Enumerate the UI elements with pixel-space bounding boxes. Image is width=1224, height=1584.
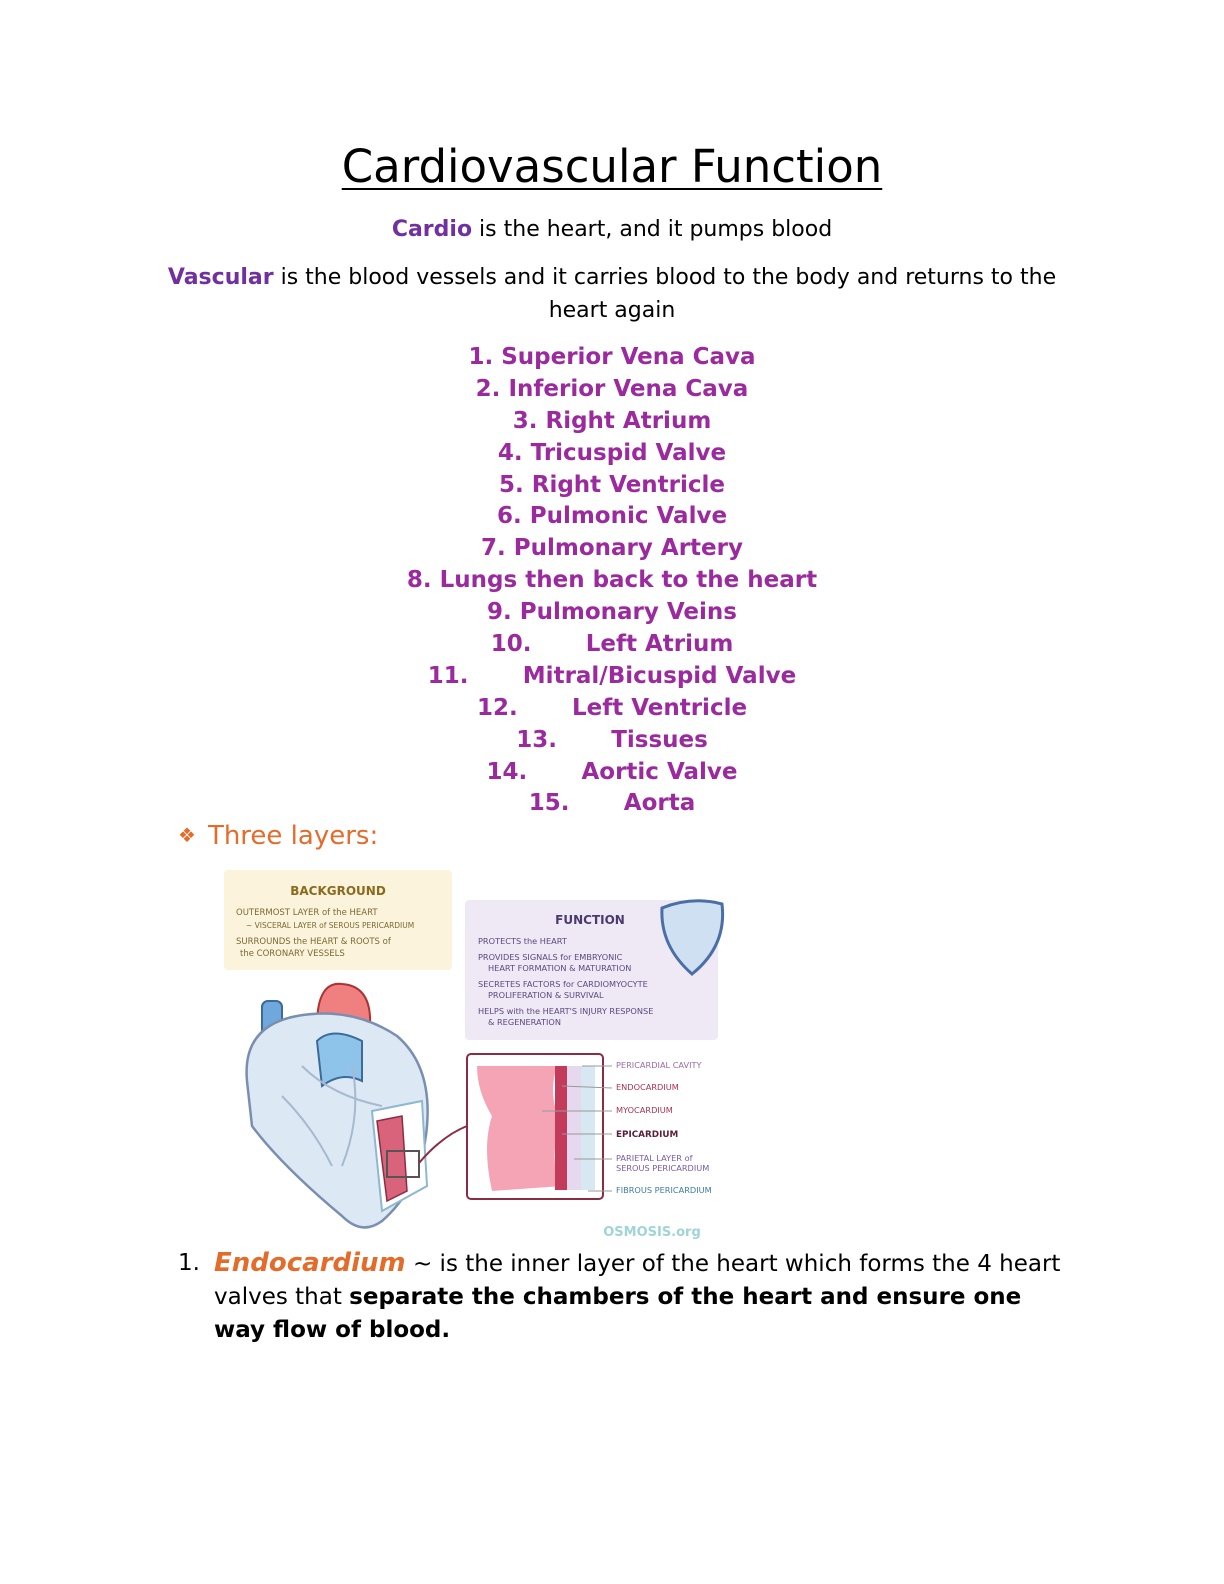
vascular-definition — [140, 261, 1084, 327]
function-item: HEART FORMATION & MATURATION — [488, 963, 632, 973]
list-item: 3. Right Atrium — [512, 407, 712, 434]
function-item: PROLIFERATION & SURVIVAL — [488, 990, 604, 1000]
list-item: 9. Pulmonary Veins — [487, 599, 737, 626]
vascular-text: is the blood vessels and it carries blood to the body and returns to the heart again — [273, 265, 1057, 323]
fibrous-band — [581, 1066, 595, 1190]
document-title: Cardiovascular Function — [341, 140, 883, 193]
list-number: 1. — [178, 1250, 200, 1276]
list-item: 14. Aortic Valve — [486, 758, 738, 785]
list-item: 2. Inferior Vena Cava — [475, 375, 749, 402]
background-item: OUTERMOST LAYER of the HEART — [236, 908, 378, 918]
function-item: & REGENERATION — [488, 1017, 561, 1027]
label-fibrous-pericardium: FIBROUS PERICARDIUM — [616, 1185, 712, 1195]
pericardial-band — [567, 1066, 581, 1190]
background-item: the CORONARY VESSELS — [240, 949, 345, 959]
heart-layers-figure — [222, 866, 742, 1246]
endocardium-definition — [178, 1247, 1078, 1347]
label-pericardial-cavity: PERICARDIAL CAVITY — [616, 1060, 702, 1070]
background-title: BACKGROUND — [290, 884, 386, 898]
function-item: PROVIDES SIGNALS for EMBRYONIC — [478, 952, 623, 962]
list-item: 7. Pulmonary Artery — [481, 535, 743, 562]
label-endocardium: ENDOCARDIUM — [616, 1082, 679, 1092]
myocardium-tissue — [477, 1066, 562, 1191]
function-item: SECRETES FACTORS for CARDIOMYOCYTE — [478, 979, 648, 989]
list-item: 6. Pulmonic Valve — [496, 503, 728, 530]
background-item: ~ VISCERAL LAYER of SEROUS PERICARDIUM — [246, 921, 415, 930]
function-title: FUNCTION — [555, 913, 625, 927]
list-item: 5. Right Ventricle — [498, 471, 726, 498]
list-item: 11. Mitral/Bicuspid Valve — [427, 662, 797, 689]
list-item: 13. Tissues — [516, 726, 708, 753]
list-item: 8. Lungs then back to the heart — [406, 567, 818, 594]
endocardium-text: ~ is the inner layer of the heart which forms the 4 heart valves that — [214, 1251, 1061, 1310]
heart-illustration — [247, 984, 467, 1228]
list-item: 1. Superior Vena Cava — [468, 344, 756, 370]
label-parietal-layer: PARIETAL LAYER of — [616, 1153, 693, 1163]
blood-flow-steps — [0, 342, 1224, 820]
function-item: HELPS with the HEART'S INJURY RESPONSE — [478, 1006, 654, 1016]
endocardium-term: Endocardium — [214, 1248, 406, 1278]
osmosis-watermark: OSMOSIS.org — [603, 1225, 701, 1240]
function-item: PROTECTS the HEART — [478, 936, 567, 946]
heart-layers-illustration — [222, 866, 742, 1246]
list-item: 10. Left Atrium — [490, 631, 734, 658]
vascular-term: Vascular — [167, 265, 274, 290]
list-body — [214, 1247, 1078, 1347]
label-epicardium: EPICARDIUM — [616, 1130, 679, 1140]
list-item: 12. Left Ventricle — [476, 694, 748, 721]
cardio-definition — [140, 213, 1084, 246]
background-item: SURROUNDS the HEART & ROOTS of — [236, 937, 391, 947]
label-myocardium: MYOCARDIUM — [616, 1105, 673, 1115]
cardio-text: is the heart, and it pumps blood — [472, 217, 833, 242]
label-serous-pericardium: SEROUS PERICARDIUM — [616, 1163, 710, 1173]
endocardium-bold-text: separate the chambers of the heart and ensure one way flow of blood. — [214, 1284, 1022, 1343]
cardio-term: Cardio — [391, 217, 473, 242]
diamond-bullet-icon: ❖ — [178, 823, 196, 847]
three-layers-heading: ❖ Three layers: — [178, 821, 379, 851]
list-item: 15. Aorta — [528, 790, 696, 817]
list-item: 4. Tricuspid Valve — [497, 439, 727, 466]
epicardium-band — [555, 1066, 567, 1190]
